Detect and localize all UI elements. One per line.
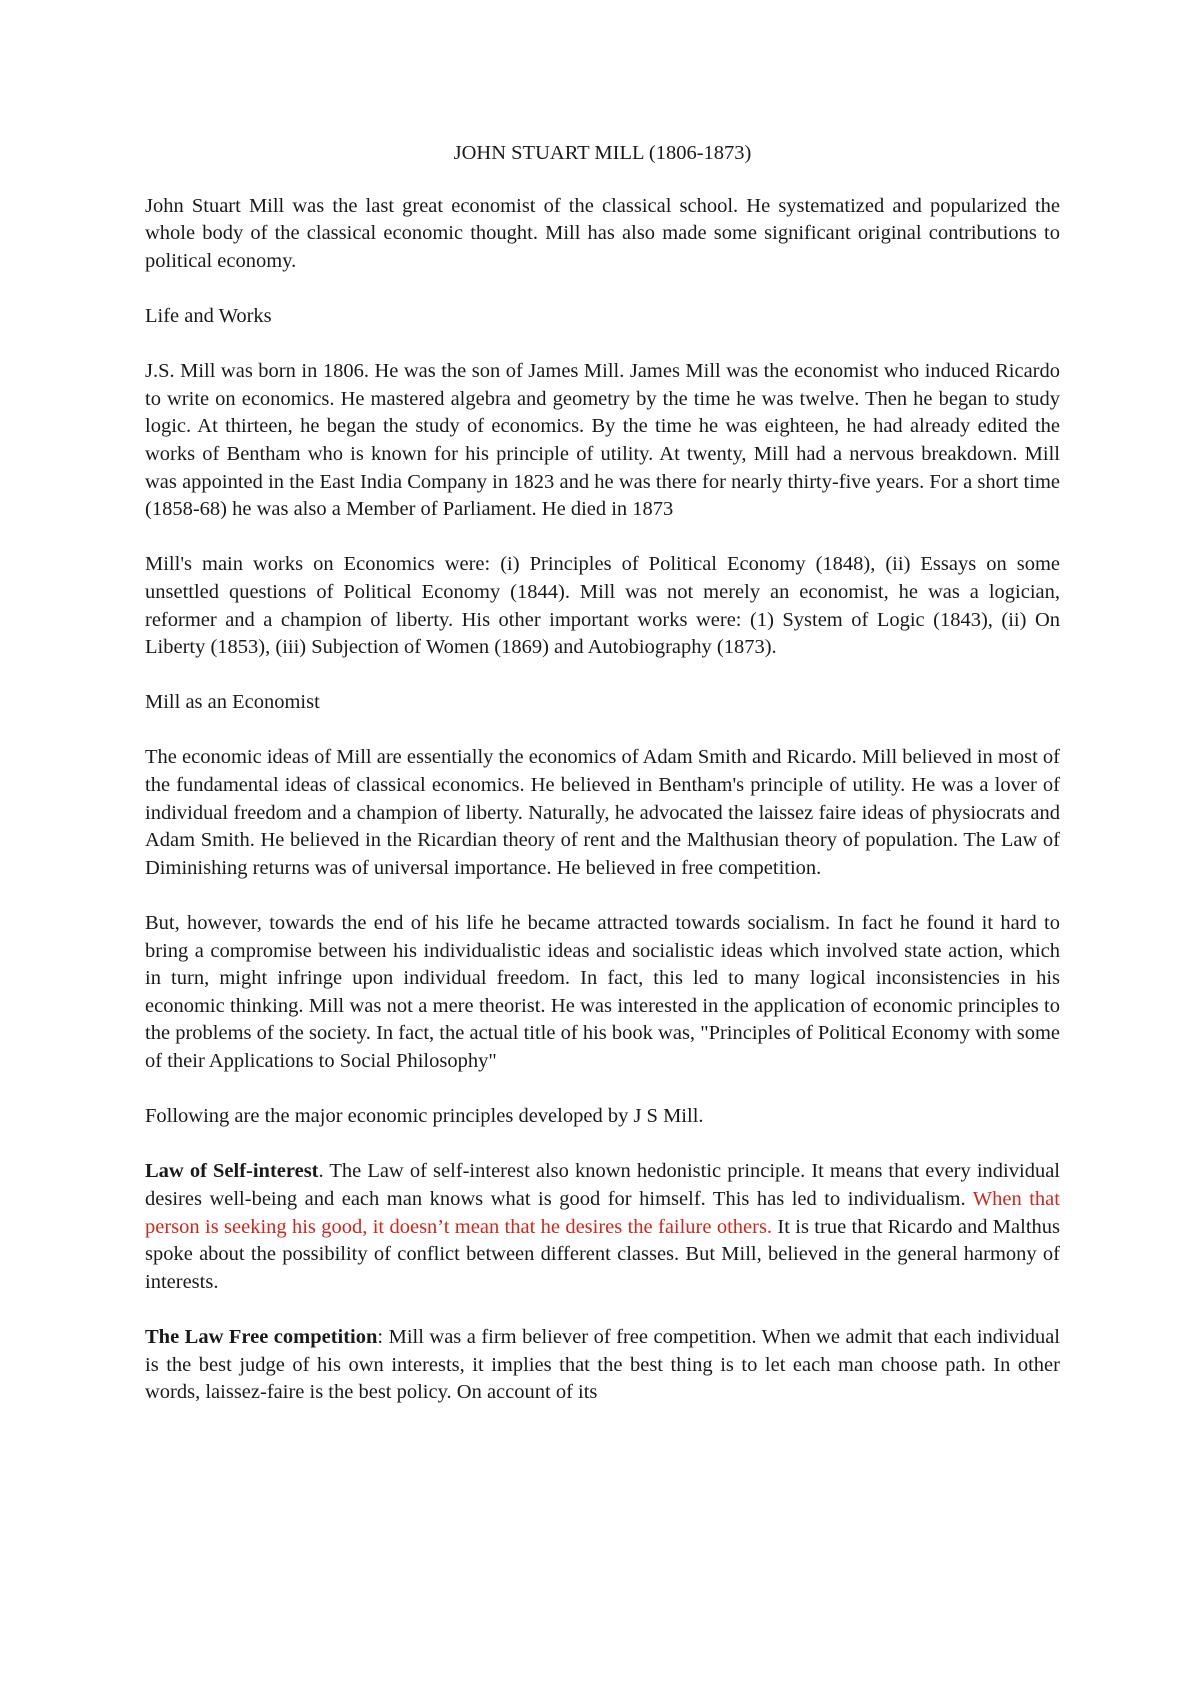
intro-paragraph: John Stuart Mill was the last great economist of the classical school. He systematized and popularized the whole body of the classical economic thought. Mill has also made some significant original contributions to political economy. [145,194,1060,272]
free-competition-paragraph [145,1324,1060,1407]
document-title: JOHN STUART MILL (1806-1873) [453,142,752,164]
life-paragraph-2: Mill's main works on Economics were: (i) Principles of Political Economy (1848), (ii) Essays on some unsettled questions of Political Economy (1844). Mill was not merely an economist, he was a logician, reformer and a champion of liberty. His other important works were: (1) System of Logic (1843), (ii) On Liberty (1853), (iii) Subjection of Women (1869) and Autobiography (1873). [145,553,1060,659]
principles-intro: Following are the major economic principles developed by J S Mill. [145,1105,704,1128]
self-interest-paragraph [145,1158,1060,1296]
economist-paragraph-2: But, however, towards the end of his life he became attracted towards socialism. In fact he found it hard to bring a compromise between his individualistic ideas and socialistic ideas which involved state action, which in turn, might infringe upon individual freedom. In fact, this led to many logical inconsistencies in his economic thinking. Mill was not a mere theorist. He was interested in the application of economic principles to the problems of the society. In fact, the actual title of his book was, "Principles of Political Economy with some of their Applications to Social Philosophy" [145,912,1060,1072]
self-interest-label: Law of Self-interest [145,1160,319,1183]
mill-as-economist-heading: Mill as an Economist [145,691,320,714]
life-and-works-heading: Life and Works [145,304,272,327]
free-competition-text: : Mill was a firm believer of free competition. When we admit that each individual is the best judge of his own interests, it implies that the best thing is to let each man choose path. In other words, laissez-faire is the best policy. On account of its [145,1325,1060,1404]
highlighted-sentence: When that person is seeking his good, it doesn’t mean that he desires the failure others. [145,1187,1060,1238]
self-interest-text-after: It is true that Ricardo and Malthus spoke about the possibility of conflict between different classes. But Mill, believed in the general harmony of interests. [145,1215,1060,1293]
economist-paragraph-1: The economic ideas of Mill are essentially the economics of Adam Smith and Ricardo. Mill believed in most of the fundamental ideas of classical economics. He believed in Bentham's principle of utility. He was a lover of individual freedom and a champion of liberty. Naturally, he advocated the laissez faire ideas of physiocrats and Adam Smith. He believed in the Ricardian theory of rent and the Malthusian theory of population. The Law of Diminishing returns was of universal importance. He believed in free competition. [145,746,1060,879]
document-page [145,140,1060,1434]
self-interest-text: . The Law of self-interest also known hedonistic principle. It means that every individual desires well-being and each man knows what is good for himself. This has led to individualism. [145,1160,1060,1210]
life-paragraph-1: J.S. Mill was born in 1806. He was the son of James Mill. James Mill was the economist who induced Ricardo to write on economics. He mastered algebra and geometry by the time he was twelve. Then he began to study logic. At thirteen, he began the study of economics. By the time he was eighteen, he had already edited the works of Bentham who is known for his principle of utility. At twenty, Mill had a nervous breakdown. Mill was appointed in the East India Company in 1823 and he was there for nearly thirty-five years. For a short time (1858-68) he was also a Member of Parliament. He died in 1873 [145,360,1060,521]
free-competition-label: The Law Free competition [145,1325,378,1348]
